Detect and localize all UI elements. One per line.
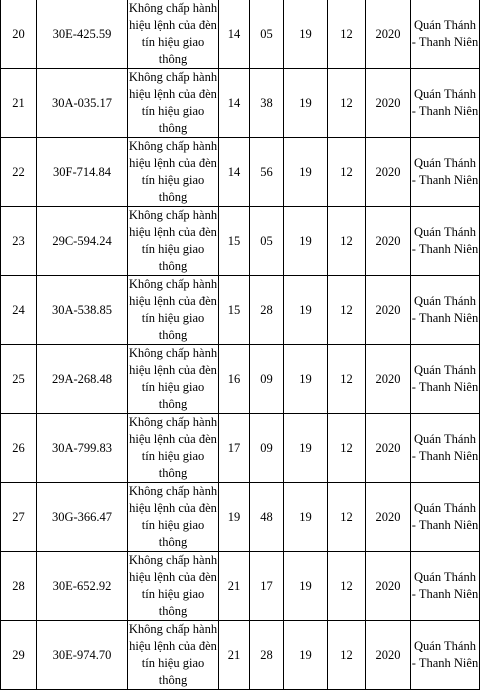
plate-number-cell xyxy=(37,69,128,138)
month-text: 12 xyxy=(340,578,353,593)
violation-cell xyxy=(128,276,219,345)
day-cell xyxy=(284,69,328,138)
minute-text: 05 xyxy=(260,26,273,41)
row-number-cell xyxy=(1,0,37,69)
minute-text: 09 xyxy=(260,371,273,386)
location-text: Quán Thánh - Thanh Niên xyxy=(411,501,479,532)
plate-number-text: 30E-652.92 xyxy=(52,578,112,593)
month-cell xyxy=(328,0,366,69)
month-cell xyxy=(328,69,366,138)
year-cell xyxy=(366,69,411,138)
day-cell xyxy=(284,276,328,345)
year-cell xyxy=(366,0,411,69)
location-text: Quán Thánh - Thanh Niên xyxy=(411,294,479,325)
day-text: 19 xyxy=(299,440,312,455)
plate-number-cell xyxy=(37,276,128,345)
location-text: Quán Thánh - Thanh Niên xyxy=(411,156,479,187)
hour-cell xyxy=(219,138,250,207)
plate-number-cell xyxy=(37,414,128,483)
row-number-cell xyxy=(1,483,37,552)
violation-text: Không chấp hành hiệu lệnh của đèn tín hiệu giao thông xyxy=(128,415,218,480)
violation-text: Không chấp hành hiệu lệnh của đèn tín hiệu giao thông xyxy=(128,139,218,204)
minute-cell xyxy=(250,345,284,414)
location-text: Quán Thánh - Thanh Niên xyxy=(411,225,479,256)
plate-number-cell xyxy=(37,552,128,621)
minute-text: 09 xyxy=(260,440,273,455)
table-row xyxy=(1,0,480,69)
year-cell xyxy=(366,276,411,345)
violation-table-body xyxy=(1,0,480,690)
day-cell xyxy=(284,414,328,483)
year-cell xyxy=(366,483,411,552)
plate-number-text: 30G-366.47 xyxy=(51,509,113,524)
table-row xyxy=(1,138,480,207)
violation-text: Không chấp hành hiệu lệnh của đèn tín hiệu giao thông xyxy=(128,553,218,618)
minute-text: 28 xyxy=(260,647,273,662)
hour-text: 19 xyxy=(227,509,241,524)
day-text: 19 xyxy=(299,26,312,41)
day-cell xyxy=(284,138,328,207)
month-text: 12 xyxy=(340,302,353,317)
table-row xyxy=(1,552,480,621)
day-text: 19 xyxy=(299,371,312,386)
day-cell xyxy=(284,207,328,276)
month-cell xyxy=(328,138,366,207)
month-text: 12 xyxy=(340,509,353,524)
row-number-text: 25 xyxy=(12,371,25,386)
minute-text: 38 xyxy=(260,95,273,110)
year-cell xyxy=(366,414,411,483)
year-text: 2020 xyxy=(375,164,401,179)
row-number-cell xyxy=(1,345,37,414)
minute-text: 48 xyxy=(260,509,273,524)
plate-number-cell xyxy=(37,345,128,414)
day-cell xyxy=(284,345,328,414)
plate-number-text: 29C-594.24 xyxy=(52,233,112,248)
day-text: 19 xyxy=(299,578,312,593)
day-text: 19 xyxy=(299,647,312,662)
location-cell xyxy=(411,207,480,276)
row-number-text: 20 xyxy=(12,26,25,41)
day-cell xyxy=(284,552,328,621)
violation-text: Không chấp hành hiệu lệnh của đèn tín hiệu giao thông xyxy=(128,70,218,135)
minute-cell xyxy=(250,552,284,621)
table-row xyxy=(1,414,480,483)
plate-number-cell xyxy=(37,483,128,552)
day-cell xyxy=(284,621,328,690)
location-text: Quán Thánh - Thanh Niên xyxy=(411,18,479,49)
hour-cell xyxy=(219,69,250,138)
day-cell xyxy=(284,483,328,552)
month-cell xyxy=(328,207,366,276)
month-cell xyxy=(328,483,366,552)
day-text: 19 xyxy=(299,164,312,179)
violation-cell xyxy=(128,414,219,483)
hour-text: 15 xyxy=(227,302,241,317)
hour-cell xyxy=(219,621,250,690)
month-text: 12 xyxy=(340,233,353,248)
location-cell xyxy=(411,276,480,345)
year-cell xyxy=(366,345,411,414)
table-row xyxy=(1,483,480,552)
plate-number-text: 30A-799.83 xyxy=(51,440,113,455)
day-text: 19 xyxy=(299,95,312,110)
violation-text: Không chấp hành hiệu lệnh của đèn tín hiệu giao thông xyxy=(128,346,218,411)
hour-cell xyxy=(219,0,250,69)
location-cell xyxy=(411,69,480,138)
table-row xyxy=(1,276,480,345)
location-cell xyxy=(411,483,480,552)
plate-number-text: 30E-974.70 xyxy=(52,647,112,662)
month-text: 12 xyxy=(340,95,353,110)
minute-cell xyxy=(250,0,284,69)
violation-text: Không chấp hành hiệu lệnh của đèn tín hiệu giao thông xyxy=(128,622,218,687)
violation-cell xyxy=(128,69,219,138)
month-cell xyxy=(328,621,366,690)
violation-cell xyxy=(128,138,219,207)
location-cell xyxy=(411,138,480,207)
plate-number-text: 30E-425.59 xyxy=(52,26,112,41)
minute-cell xyxy=(250,483,284,552)
year-cell xyxy=(366,207,411,276)
hour-text: 21 xyxy=(227,578,241,593)
violation-text: Không chấp hành hiệu lệnh của đèn tín hiệu giao thông xyxy=(128,1,218,66)
row-number-text: 23 xyxy=(12,233,25,248)
minute-text: 05 xyxy=(260,233,273,248)
month-text: 12 xyxy=(340,371,353,386)
hour-text: 16 xyxy=(227,371,241,386)
location-text: Quán Thánh - Thanh Niên xyxy=(411,87,479,118)
month-cell xyxy=(328,414,366,483)
year-text: 2020 xyxy=(375,440,401,455)
hour-cell xyxy=(219,414,250,483)
plate-number-cell xyxy=(37,621,128,690)
location-cell xyxy=(411,0,480,69)
hour-text: 17 xyxy=(227,440,241,455)
hour-text: 14 xyxy=(227,164,241,179)
day-text: 19 xyxy=(299,233,312,248)
day-text: 19 xyxy=(299,302,312,317)
row-number-cell xyxy=(1,69,37,138)
minute-cell xyxy=(250,207,284,276)
location-cell xyxy=(411,621,480,690)
plate-number-text: 30A-538.85 xyxy=(51,302,113,317)
table-row xyxy=(1,207,480,276)
year-text: 2020 xyxy=(375,647,401,662)
row-number-cell xyxy=(1,552,37,621)
row-number-cell xyxy=(1,207,37,276)
plate-number-cell xyxy=(37,0,128,69)
row-number-cell xyxy=(1,276,37,345)
month-cell xyxy=(328,276,366,345)
year-text: 2020 xyxy=(375,578,401,593)
table-row xyxy=(1,69,480,138)
year-cell xyxy=(366,621,411,690)
month-cell xyxy=(328,345,366,414)
row-number-text: 28 xyxy=(12,578,25,593)
minute-cell xyxy=(250,621,284,690)
plate-number-cell xyxy=(37,207,128,276)
minute-cell xyxy=(250,138,284,207)
month-text: 12 xyxy=(340,647,353,662)
hour-text: 21 xyxy=(227,647,241,662)
minute-cell xyxy=(250,414,284,483)
row-number-text: 27 xyxy=(12,509,25,524)
location-cell xyxy=(411,345,480,414)
year-cell xyxy=(366,552,411,621)
violation-cell xyxy=(128,207,219,276)
hour-text: 14 xyxy=(227,26,241,41)
hour-cell xyxy=(219,552,250,621)
row-number-text: 29 xyxy=(12,647,25,662)
location-text: Quán Thánh - Thanh Niên xyxy=(411,570,479,601)
month-text: 12 xyxy=(340,440,353,455)
location-text: Quán Thánh - Thanh Niên xyxy=(411,363,479,394)
hour-cell xyxy=(219,276,250,345)
year-cell xyxy=(366,138,411,207)
row-number-text: 26 xyxy=(12,440,25,455)
plate-number-cell xyxy=(37,138,128,207)
violation-cell xyxy=(128,483,219,552)
violation-text: Không chấp hành hiệu lệnh của đèn tín hiệu giao thông xyxy=(128,277,218,342)
year-text: 2020 xyxy=(375,302,401,317)
minute-text: 17 xyxy=(260,578,273,593)
violation-cell xyxy=(128,552,219,621)
plate-number-text: 30A-035.17 xyxy=(51,95,113,110)
table-row xyxy=(1,621,480,690)
hour-cell xyxy=(219,483,250,552)
row-number-text: 21 xyxy=(12,95,25,110)
month-cell xyxy=(328,552,366,621)
minute-text: 56 xyxy=(260,164,273,179)
year-text: 2020 xyxy=(375,233,401,248)
hour-cell xyxy=(219,207,250,276)
violation-cell xyxy=(128,0,219,69)
day-text: 19 xyxy=(299,509,312,524)
year-text: 2020 xyxy=(375,509,401,524)
location-text: Quán Thánh - Thanh Niên xyxy=(411,639,479,670)
violation-cell xyxy=(128,621,219,690)
row-number-text: 24 xyxy=(12,302,25,317)
table-row xyxy=(1,345,480,414)
plate-number-text: 29A-268.48 xyxy=(51,371,113,386)
location-cell xyxy=(411,552,480,621)
violation-cell xyxy=(128,345,219,414)
minute-text: 28 xyxy=(260,302,273,317)
row-number-cell xyxy=(1,621,37,690)
row-number-cell xyxy=(1,138,37,207)
violation-text: Không chấp hành hiệu lệnh của đèn tín hiệu giao thông xyxy=(128,484,218,549)
hour-text: 14 xyxy=(227,95,241,110)
day-cell xyxy=(284,0,328,69)
plate-number-text: 30F-714.84 xyxy=(53,164,111,179)
hour-cell xyxy=(219,345,250,414)
minute-cell xyxy=(250,276,284,345)
location-text: Quán Thánh - Thanh Niên xyxy=(411,432,479,463)
month-text: 12 xyxy=(340,26,353,41)
year-text: 2020 xyxy=(375,371,401,386)
month-text: 12 xyxy=(340,164,353,179)
year-text: 2020 xyxy=(375,95,401,110)
row-number-text: 22 xyxy=(12,164,25,179)
hour-text: 15 xyxy=(227,233,241,248)
location-cell xyxy=(411,414,480,483)
violation-text: Không chấp hành hiệu lệnh của đèn tín hiệu giao thông xyxy=(128,208,218,273)
year-text: 2020 xyxy=(375,26,401,41)
row-number-cell xyxy=(1,414,37,483)
minute-cell xyxy=(250,69,284,138)
